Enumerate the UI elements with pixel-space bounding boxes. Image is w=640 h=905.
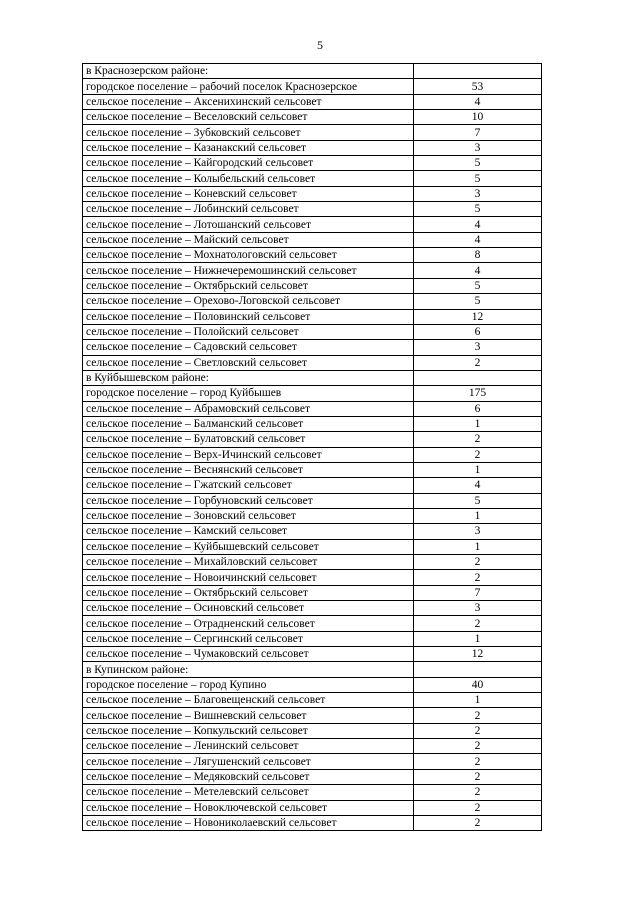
settlement-count: 5 — [414, 278, 542, 293]
settlement-name: сельское поселение – Зубковский сельсовет — [83, 125, 414, 140]
table-row — [83, 462, 542, 477]
settlement-count: 2 — [414, 723, 542, 738]
table-row — [83, 508, 542, 523]
settlement-name: сельское поселение – Осиновский сельсовет — [83, 601, 414, 616]
settlement-count: 1 — [414, 631, 542, 646]
settlement-count: 6 — [414, 324, 542, 339]
settlement-count: 2 — [414, 815, 542, 830]
settlement-name: сельское поселение – Михайловский сельсовет — [83, 555, 414, 570]
table-row — [83, 140, 542, 155]
settlement-name: в Куйбышевском районе: — [83, 370, 414, 385]
table-row — [83, 232, 542, 247]
settlement-count: 4 — [414, 232, 542, 247]
settlement-count: 4 — [414, 478, 542, 493]
settlement-count: 1 — [414, 416, 542, 431]
settlement-name: сельское поселение – Орехово-Логовской сельсовет — [83, 294, 414, 309]
table-row — [83, 171, 542, 186]
settlement-count: 2 — [414, 555, 542, 570]
settlement-count: 5 — [414, 156, 542, 171]
table-row — [83, 156, 542, 171]
settlement-count: 2 — [414, 432, 542, 447]
table-row — [83, 769, 542, 784]
table-row — [83, 677, 542, 692]
settlement-name: сельское поселение – Майский сельсовет — [83, 232, 414, 247]
settlement-name: сельское поселение – Куйбышевский сельсовет — [83, 539, 414, 554]
settlement-count: 3 — [414, 340, 542, 355]
settlement-count: 1 — [414, 462, 542, 477]
settlement-name: сельское поселение – Веснянский сельсовет — [83, 462, 414, 477]
table-row — [83, 64, 542, 79]
settlement-count: 2 — [414, 447, 542, 462]
settlement-name: сельское поселение – Колыбельский сельсовет — [83, 171, 414, 186]
table-row — [83, 662, 542, 677]
settlement-name: сельское поселение – Новониколаевский сельсовет — [83, 815, 414, 830]
settlement-count: 2 — [414, 785, 542, 800]
settlement-name: сельское поселение – Горбуновский сельсовет — [83, 493, 414, 508]
table-row — [83, 631, 542, 646]
settlement-count: 2 — [414, 739, 542, 754]
table-row — [83, 355, 542, 370]
table-row — [83, 309, 542, 324]
settlement-name: сельское поселение – Новоичинский сельсовет — [83, 570, 414, 585]
table-body — [83, 64, 542, 831]
table-row — [83, 815, 542, 830]
table-row — [83, 447, 542, 462]
settlement-count: 6 — [414, 401, 542, 416]
table-row — [83, 723, 542, 738]
table-row — [83, 539, 542, 554]
settlement-name: сельское поселение – Булатовский сельсовет — [83, 432, 414, 447]
settlement-name: сельское поселение – Балманский сельсовет — [83, 416, 414, 431]
table-row — [83, 94, 542, 109]
table-row — [83, 202, 542, 217]
table-row — [83, 278, 542, 293]
table-row — [83, 248, 542, 263]
settlement-count: 5 — [414, 171, 542, 186]
settlement-name: сельское поселение – Аксенихинский сельсовет — [83, 94, 414, 109]
settlement-name: сельское поселение – Чумаковский сельсовет — [83, 647, 414, 662]
table-row — [83, 785, 542, 800]
settlement-name: городское поселение – город Купино — [83, 677, 414, 692]
settlement-name: сельское поселение – Отрадненский сельсовет — [83, 616, 414, 631]
settlement-name: сельское поселение – Верх-Ичинский сельсовет — [83, 447, 414, 462]
settlement-count: 1 — [414, 693, 542, 708]
settlement-count: 2 — [414, 800, 542, 815]
table-row — [83, 110, 542, 125]
settlement-count: 2 — [414, 708, 542, 723]
settlement-name: сельское поселение – Зоновский сельсовет — [83, 508, 414, 523]
settlement-count: 1 — [414, 539, 542, 554]
table-row — [83, 708, 542, 723]
settlement-count: 7 — [414, 585, 542, 600]
table-row — [83, 524, 542, 539]
settlement-name: сельское поселение – Нижнечеремошинский сельсовет — [83, 263, 414, 278]
settlement-name: сельское поселение – Ленинский сельсовет — [83, 739, 414, 754]
settlement-name: сельское поселение – Метелевский сельсовет — [83, 785, 414, 800]
settlement-count: 3 — [414, 186, 542, 201]
settlement-name: сельское поселение – Октябрьский сельсовет — [83, 585, 414, 600]
settlement-count: 2 — [414, 754, 542, 769]
table-row — [83, 294, 542, 309]
table-row — [83, 616, 542, 631]
settlement-count: 3 — [414, 524, 542, 539]
table-row — [83, 478, 542, 493]
settlement-count: 1 — [414, 508, 542, 523]
table-row — [83, 401, 542, 416]
table-row — [83, 693, 542, 708]
settlement-count: 3 — [414, 140, 542, 155]
table-row — [83, 416, 542, 431]
settlement-count: 4 — [414, 263, 542, 278]
settlement-name: сельское поселение – Полойский сельсовет — [83, 324, 414, 339]
settlement-count: 175 — [414, 386, 542, 401]
settlement-name: сельское поселение – Октябрьский сельсовет — [83, 278, 414, 293]
table-row — [83, 601, 542, 616]
settlement-count: 4 — [414, 217, 542, 232]
settlement-count: 8 — [414, 248, 542, 263]
table-row — [83, 370, 542, 385]
table-row — [83, 493, 542, 508]
settlement-count: 7 — [414, 125, 542, 140]
table-row — [83, 340, 542, 355]
settlement-count: 2 — [414, 616, 542, 631]
settlement-name: сельское поселение – Лобинский сельсовет — [83, 202, 414, 217]
settlement-name: сельское поселение – Лотошанский сельсовет — [83, 217, 414, 232]
settlement-name: сельское поселение – Медяковский сельсовет — [83, 769, 414, 784]
settlement-name: сельское поселение – Светловский сельсовет — [83, 355, 414, 370]
settlement-name: сельское поселение – Мохнатологовский сельсовет — [83, 248, 414, 263]
table-row — [83, 125, 542, 140]
settlement-name: сельское поселение – Садовский сельсовет — [83, 340, 414, 355]
settlement-count: 2 — [414, 769, 542, 784]
settlement-name: сельское поселение – Абрамовский сельсовет — [83, 401, 414, 416]
settlement-name: сельское поселение – Гжатский сельсовет — [83, 478, 414, 493]
settlement-name: в Краснозерском районе: — [83, 64, 414, 79]
settlement-name: городское поселение – город Куйбышев — [83, 386, 414, 401]
settlement-count — [414, 662, 542, 677]
table-row — [83, 386, 542, 401]
table-row — [83, 739, 542, 754]
table-row — [83, 570, 542, 585]
settlement-name: сельское поселение – Вишневский сельсовет — [83, 708, 414, 723]
settlement-name: сельское поселение – Новоключевской сельсовет — [83, 800, 414, 815]
table-row — [83, 324, 542, 339]
settlement-name: сельское поселение – Кайгородский сельсовет — [83, 156, 414, 171]
table-row — [83, 263, 542, 278]
settlement-count — [414, 64, 542, 79]
settlement-count: 5 — [414, 294, 542, 309]
settlement-name: в Купинском районе: — [83, 662, 414, 677]
settlement-count: 12 — [414, 647, 542, 662]
table-row — [83, 186, 542, 201]
settlement-count — [414, 370, 542, 385]
table-row — [83, 754, 542, 769]
settlement-count: 4 — [414, 94, 542, 109]
page-number: 5 — [317, 38, 323, 52]
settlement-name: сельское поселение – Копкульский сельсовет — [83, 723, 414, 738]
settlement-name: городское поселение – рабочий поселок Краснозерское — [83, 79, 414, 94]
settlement-count: 3 — [414, 601, 542, 616]
settlement-count: 5 — [414, 493, 542, 508]
settlement-count: 5 — [414, 202, 542, 217]
table-row — [83, 432, 542, 447]
settlement-name: сельское поселение – Благовещенский сельсовет — [83, 693, 414, 708]
table-row — [83, 800, 542, 815]
settlement-count: 2 — [414, 570, 542, 585]
settlement-name: сельское поселение – Камский сельсовет — [83, 524, 414, 539]
settlement-name: сельское поселение – Сергинский сельсовет — [83, 631, 414, 646]
settlement-name: сельское поселение – Коневский сельсовет — [83, 186, 414, 201]
table-row — [83, 217, 542, 232]
table-row — [83, 79, 542, 94]
settlement-name: сельское поселение – Лягушенский сельсовет — [83, 754, 414, 769]
settlement-count: 2 — [414, 355, 542, 370]
table-row — [83, 585, 542, 600]
settlement-count: 53 — [414, 79, 542, 94]
settlement-count: 40 — [414, 677, 542, 692]
settlement-count: 10 — [414, 110, 542, 125]
settlement-name: сельское поселение – Веселовский сельсовет — [83, 110, 414, 125]
settlement-name: сельское поселение – Казанакский сельсовет — [83, 140, 414, 155]
settlement-count: 12 — [414, 309, 542, 324]
settlement-name: сельское поселение – Половинский сельсовет — [83, 309, 414, 324]
table-row — [83, 555, 542, 570]
table-row — [83, 647, 542, 662]
settlement-table — [82, 63, 542, 831]
